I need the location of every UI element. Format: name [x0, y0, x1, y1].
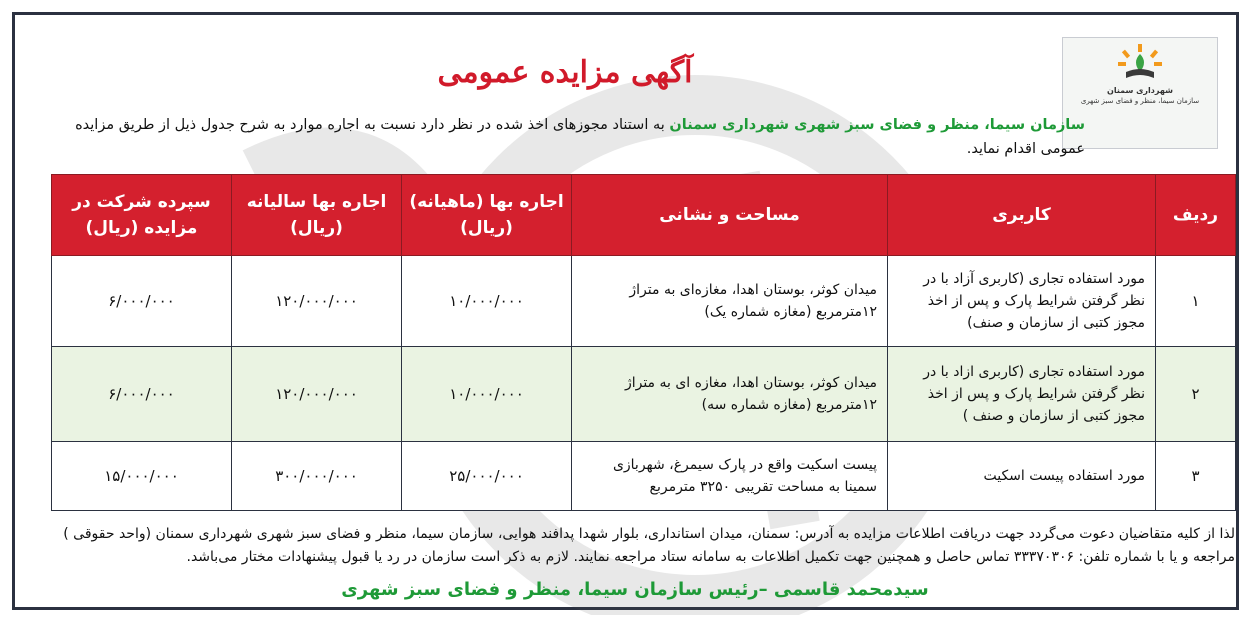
intro-organization-name: سازمان سیما، منظر و فضای سبز شهری شهرداری سمنان: [669, 117, 1085, 133]
header-row-number: ردیف: [1156, 175, 1236, 256]
header-area-address: مساحت و نشانی: [572, 175, 888, 256]
row-usage: مورد استفاده تجاری (کاربری آزاد با در نظر گرفتن شرایط پارک و پس از اخذ مجوز کتبی از سازمان و صنف): [888, 256, 1156, 347]
row-area-address: میدان کوثر، بوستان اهدا، مغازه‌ای به متراژ ۱۲مترمربع (مغازه شماره یک): [572, 256, 888, 347]
row-monthly-rent: ۱۰/۰۰۰/۰۰۰: [402, 256, 572, 347]
row-number: ۲: [1156, 347, 1236, 442]
notice-frame: [12, 12, 1239, 610]
logo-caption-organization: سازمان سیما، منظر و فضای سبز شهری: [1080, 97, 1200, 105]
table-header-row: [52, 175, 1236, 256]
notice-title: آگهی مزایده عمومی: [437, 55, 693, 90]
header-usage: کاربری: [888, 175, 1156, 256]
header-deposit: سپرده شرکت در مزایده (ریال): [52, 175, 232, 256]
row-area-address: میدان کوثر، بوستان اهدا، مغازه ای به متراژ ۱۲مترمربع (مغازه شماره سه): [572, 347, 888, 442]
signature-line: سیدمحمد قاسمی –رئیس سازمان سیما، منظر و فضای سبز شهری: [341, 579, 929, 600]
table-row: [52, 442, 1236, 511]
header-monthly-rent: اجاره بها (ماهیانه) (ریال): [402, 175, 572, 256]
row-yearly-rent: ۳۰۰/۰۰۰/۰۰۰: [232, 442, 402, 511]
row-usage: مورد استفاده تجاری (کاربری ازاد با در نظر گرفتن شرایط پارک و پس از اخذ مجوز کتبی از سازمان و صنف ): [888, 347, 1156, 442]
row-usage: مورد استفاده پیست اسکیت: [888, 442, 1156, 511]
auction-table: [51, 174, 1236, 511]
intro-paragraph: [75, 113, 1085, 161]
invitation-paragraph: لذا از کلیه متقاضیان دعوت می‌گردد جهت دریافت اطلاعات مزایده به آدرس: سمنان، میدان استانداری، بلوار شهدا پدافند هوایی، سازمان سیما، منظر و فضای سبز شهری شهرداری سمنان (واحد حقوقی ) مراجعه و یا با شماره تلفن: ۳۳۳۷۰۳۰۶ تماس حاصل و همچنین جهت تکمیل اطلاعات به سامانه ستاد مراجعه نمایند. لازم به ذکر است سازمان در رد یا قبول پیشنهادات مختار می‌باشد.: [63, 526, 1235, 565]
row-area-address: پیست اسکیت واقع در پارک سیمرغ، شهربازی سمینا به مساحت تقریبی ۳۲۵۰ مترمربع: [572, 442, 888, 511]
organization-logo: [1062, 37, 1218, 149]
row-yearly-rent: ۱۲۰/۰۰۰/۰۰۰: [232, 347, 402, 442]
row-number: ۳: [1156, 442, 1236, 511]
row-deposit: ۱۵/۰۰۰/۰۰۰: [52, 442, 232, 511]
row-monthly-rent: ۲۵/۰۰۰/۰۰۰: [402, 442, 572, 511]
row-deposit: ۶/۰۰۰/۰۰۰: [52, 256, 232, 347]
table-row: [52, 347, 1236, 442]
row-number: ۱: [1156, 256, 1236, 347]
row-deposit: ۶/۰۰۰/۰۰۰: [52, 347, 232, 442]
row-yearly-rent: ۱۲۰/۰۰۰/۰۰۰: [232, 256, 402, 347]
header-yearly-rent: اجاره بها سالیانه (ریال): [232, 175, 402, 256]
row-monthly-rent: ۱۰/۰۰۰/۰۰۰: [402, 347, 572, 442]
sun-leaf-icon: [1118, 44, 1162, 84]
table-row: [52, 256, 1236, 347]
logo-caption-municipality: شهرداری سمنان: [1106, 86, 1174, 95]
intro-text: به استناد مجوزهای اخذ شده در نظر دارد نسبت به اجاره موارد به شرح جدول ذیل از طریق مزایده عمومی اقدام نماید.: [75, 117, 1085, 157]
